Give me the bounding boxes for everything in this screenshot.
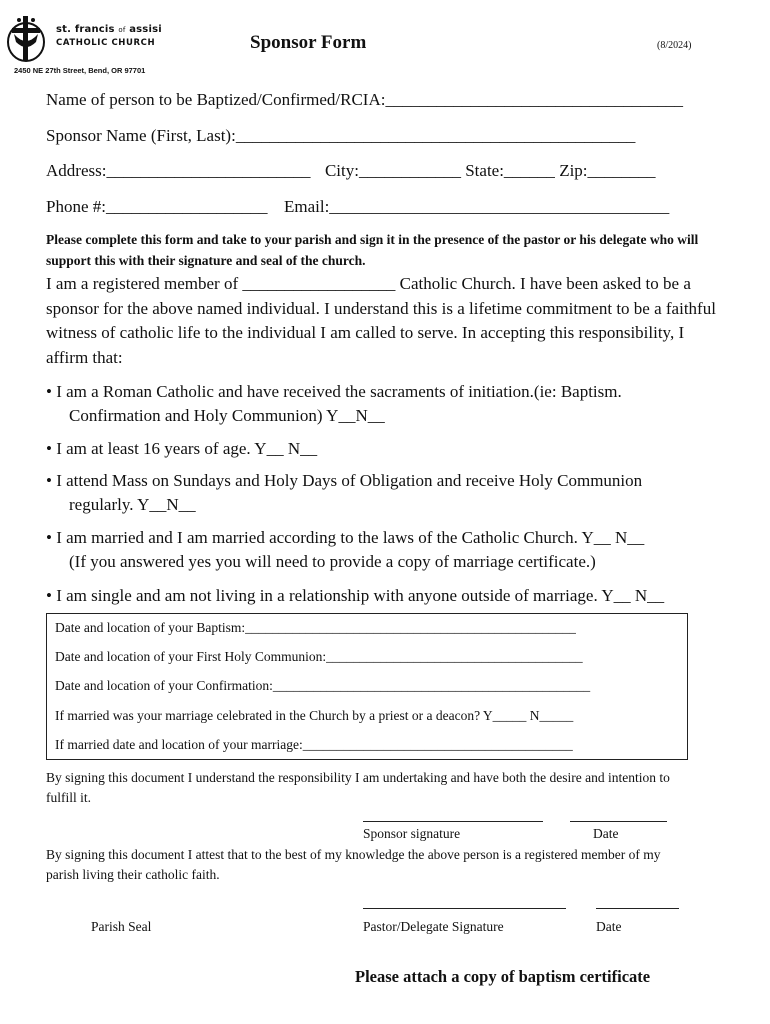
instructions: Please complete this form and take to your parish and sign it in the presence of the pastor or his delegate who will support this with their signature and seal of the church. [46, 232, 699, 268]
address-field[interactable]: Address:________________________ [46, 161, 311, 180]
bullet-item: • I am a Roman Catholic and have received the sacraments of initiation.(ie: Baptism. Confirmation and Holy Communion) Y__N__ [46, 382, 622, 425]
sponsor-name-field[interactable]: Sponsor Name (First, Last):_______________________________________________ [46, 126, 636, 145]
pastor-date-line[interactable] [596, 908, 679, 909]
zip-field[interactable]: Zip:________ [559, 161, 656, 180]
confirmation-field[interactable]: Date and location of your Confirmation:_______________________________________________ [55, 678, 591, 693]
bullet-icon: • [46, 471, 52, 490]
revision-date: (8/2024) [657, 40, 692, 51]
address-row [46, 161, 656, 181]
bullet-item: • I am married and I am married according to the laws of the Catholic Church. Y__ N__ (If you answered yes you will need to provide a copy of marriage certificate.) [46, 528, 645, 571]
baptism-field[interactable]: Date and location of your Baptism:_________________________________________________ [55, 620, 576, 635]
city-field[interactable]: City:____________ [324, 161, 461, 180]
footer-note: Please attach a copy of baptism certificate [355, 967, 651, 986]
sponsor-signature-line[interactable] [363, 821, 543, 822]
bullet-icon: • [46, 528, 52, 547]
sponsor-signature-label: Sponsor signature [363, 826, 461, 841]
pastor-signature-line[interactable] [363, 908, 566, 909]
marriage-date-field[interactable]: If married date and location of your marriage:________________________________________ [55, 737, 573, 752]
person-name-field[interactable]: Name of person to be Baptized/Confirmed/RCIA:___________________________________ [46, 90, 683, 109]
church-name: st. francis of assisi [56, 24, 162, 35]
phone-field[interactable]: Phone #:___________________ [46, 197, 268, 216]
pastor-date-label: Date [596, 919, 622, 934]
sponsor-statement: By signing this document I understand the responsibility I am undertaking and have both the desire and intention to fulfill it. [46, 770, 670, 805]
first-communion-field[interactable]: Date and location of your First Holy Communion:______________________________________ [55, 649, 583, 664]
sponsor-date-line[interactable] [570, 821, 667, 822]
parish-seal-label: Parish Seal [91, 919, 152, 934]
sacrament-details-box [46, 613, 688, 760]
sponsor-date-label: Date [593, 826, 619, 841]
church-logo-icon [6, 12, 46, 64]
bullet-icon: • [46, 382, 52, 401]
bullet-item: • I am at least 16 years of age. Y__ N__ [46, 439, 318, 458]
pastor-signature-label: Pastor/Delegate Signature [363, 919, 504, 934]
church-name-line2: CATHOLIC CHURCH [56, 38, 156, 48]
church-address: 2450 NE 27th Street, Bend, OR 97701 [14, 66, 146, 75]
bullet-icon: • [46, 586, 52, 605]
state-field[interactable]: State:______ [465, 161, 555, 180]
affirmation-paragraph: I am a registered member of __________________ Catholic Church. I have been asked to be a sponsor for the above named individual. I understand this is a lifetime commitment to be a faithful witness of catholic life to the individual I am called to serve. In accepting this responsibility, I affirm that: [46, 274, 716, 367]
pastor-statement: By signing this document I attest that to the best of my knowledge the above person is a registered member of my parish living their catholic faith. [46, 847, 661, 882]
bullet-icon: • [46, 439, 52, 458]
marriage-church-field[interactable]: If married was your marriage celebrated in the Church by a priest or a deacon? Y_____ N_____ [55, 708, 574, 723]
bullet-item: • I attend Mass on Sundays and Holy Days of Obligation and receive Holy Communion regularly. Y__N__ [46, 471, 643, 514]
page-title: Sponsor Form [250, 32, 367, 53]
email-field[interactable]: Email:________________________________________ [283, 197, 670, 216]
contact-row [46, 197, 669, 217]
bullet-item: • I am single and am not living in a relationship with anyone outside of marriage. Y__ N__ [46, 586, 665, 605]
